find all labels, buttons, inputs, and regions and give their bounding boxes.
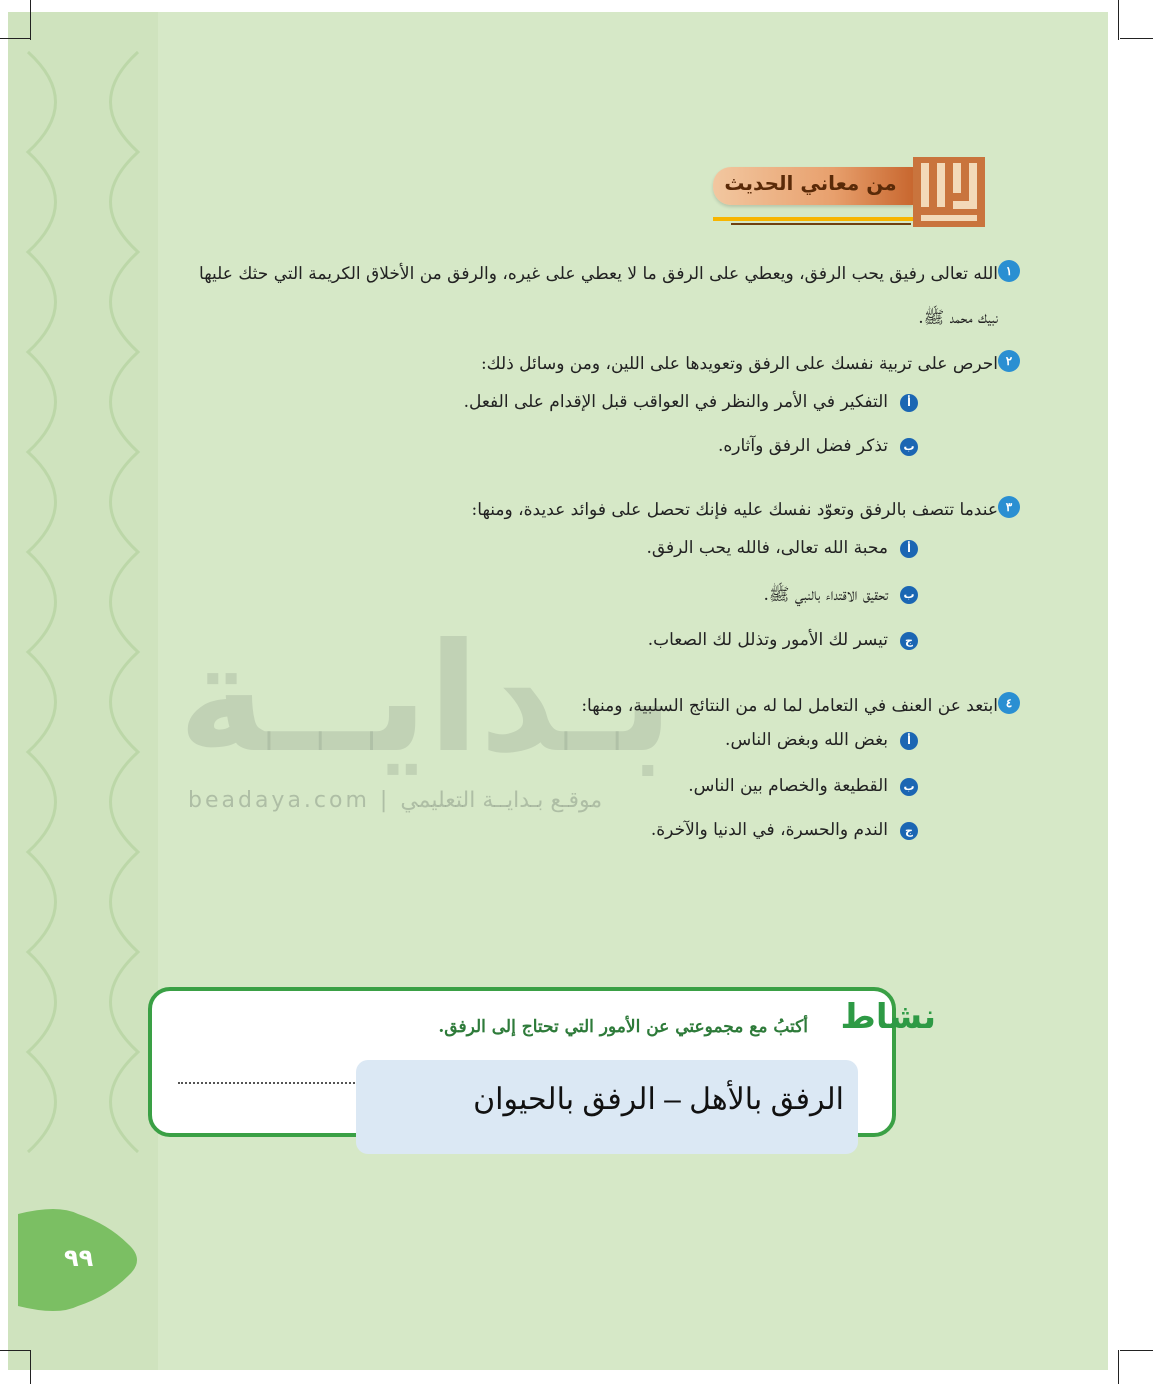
watermark-url: beadaya.com | موقـع بـدايــة التعليمي xyxy=(188,788,603,813)
answer-text: الرفق بالأهل – الرفق بالحيوان xyxy=(473,1083,844,1116)
sub-item: تحقيق الاقتداء بالنبي ﷺ. xyxy=(763,585,888,605)
crop-mark xyxy=(0,1350,30,1351)
sub-letter: أ xyxy=(900,394,918,412)
crop-mark xyxy=(30,0,31,40)
sub-letter: ج xyxy=(900,822,918,840)
sub-letter: أ xyxy=(900,732,918,750)
section-header xyxy=(713,157,983,229)
sub-letter: ب xyxy=(900,438,918,456)
kufic-ornament-icon xyxy=(913,157,985,227)
point-number: ١ xyxy=(998,260,1020,282)
crop-mark xyxy=(30,1350,31,1384)
crop-mark xyxy=(1118,0,1119,40)
crop-mark xyxy=(1120,1350,1153,1351)
point-number: ٢ xyxy=(998,350,1020,372)
watermark-logo-text: بـدايــة xyxy=(178,612,674,786)
point-number: ٤ xyxy=(998,692,1020,714)
crop-mark xyxy=(1118,1350,1119,1384)
textbook-page xyxy=(8,12,1108,1370)
header-rule xyxy=(713,217,933,221)
section-title: من معاني الحديث xyxy=(724,171,897,195)
sub-item: محبة الله تعالى، فالله يحب الرفق. xyxy=(646,538,888,558)
point-text-line: نبيك محمد ﷺ. xyxy=(918,308,998,328)
sub-item: القطيعة والخصام بين الناس. xyxy=(688,776,888,796)
sub-letter: أ xyxy=(900,540,918,558)
sub-item: بغض الله وبغض الناس. xyxy=(725,730,888,750)
sub-item: تيسر لك الأمور وتذلل لك الصعاب. xyxy=(647,630,888,650)
sub-item: التفكير في الأمر والنظر في العواقب قبل الإقدام على الفعل. xyxy=(463,392,888,412)
sub-item: الندم والحسرة، في الدنيا والآخرة. xyxy=(650,820,888,840)
point-4 xyxy=(498,684,1013,728)
point-3 xyxy=(348,488,1013,532)
header-rule-dark xyxy=(731,223,911,225)
page-number: ٩٩ xyxy=(64,1244,94,1272)
sub-letter: ب xyxy=(900,586,918,604)
sub-letter: ج xyxy=(900,632,918,650)
point-number: ٣ xyxy=(998,496,1020,518)
crop-mark xyxy=(0,38,30,39)
point-text-line: الله تعالى رفيق يحب الرفق، ويعطي على الرفق ما لا يعطي على غيره، والرفق من الأخلاق الكريمة التي حثك عليها xyxy=(199,264,998,284)
sub-item: تذكر فضل الرفق وآثاره. xyxy=(717,436,888,456)
point-text: احرص على تربية نفسك على الرفق وتعويدها على اللين، ومن وسائل ذلك: xyxy=(480,354,998,374)
point-2 xyxy=(378,342,1013,386)
activity-label: نشاط xyxy=(840,997,936,1037)
point-text: ابتعد عن العنف في التعامل لما له من النتائج السلبية، ومنها: xyxy=(581,696,998,716)
activity-prompt: أكتبُ مع مجموعتي عن الأمور التي تحتاج إلى الرفق. xyxy=(438,1017,808,1037)
sub-letter: ب xyxy=(900,778,918,796)
point-1 xyxy=(173,252,1013,340)
side-ornament xyxy=(8,12,158,1370)
answer-dotted-line xyxy=(178,1082,358,1084)
crop-mark xyxy=(1120,38,1153,39)
point-text: عندما تتصف بالرفق وتعوّد نفسك عليه فإنك تحصل على فوائد عديدة، ومنها: xyxy=(471,500,998,520)
answer-field[interactable] xyxy=(356,1060,858,1154)
